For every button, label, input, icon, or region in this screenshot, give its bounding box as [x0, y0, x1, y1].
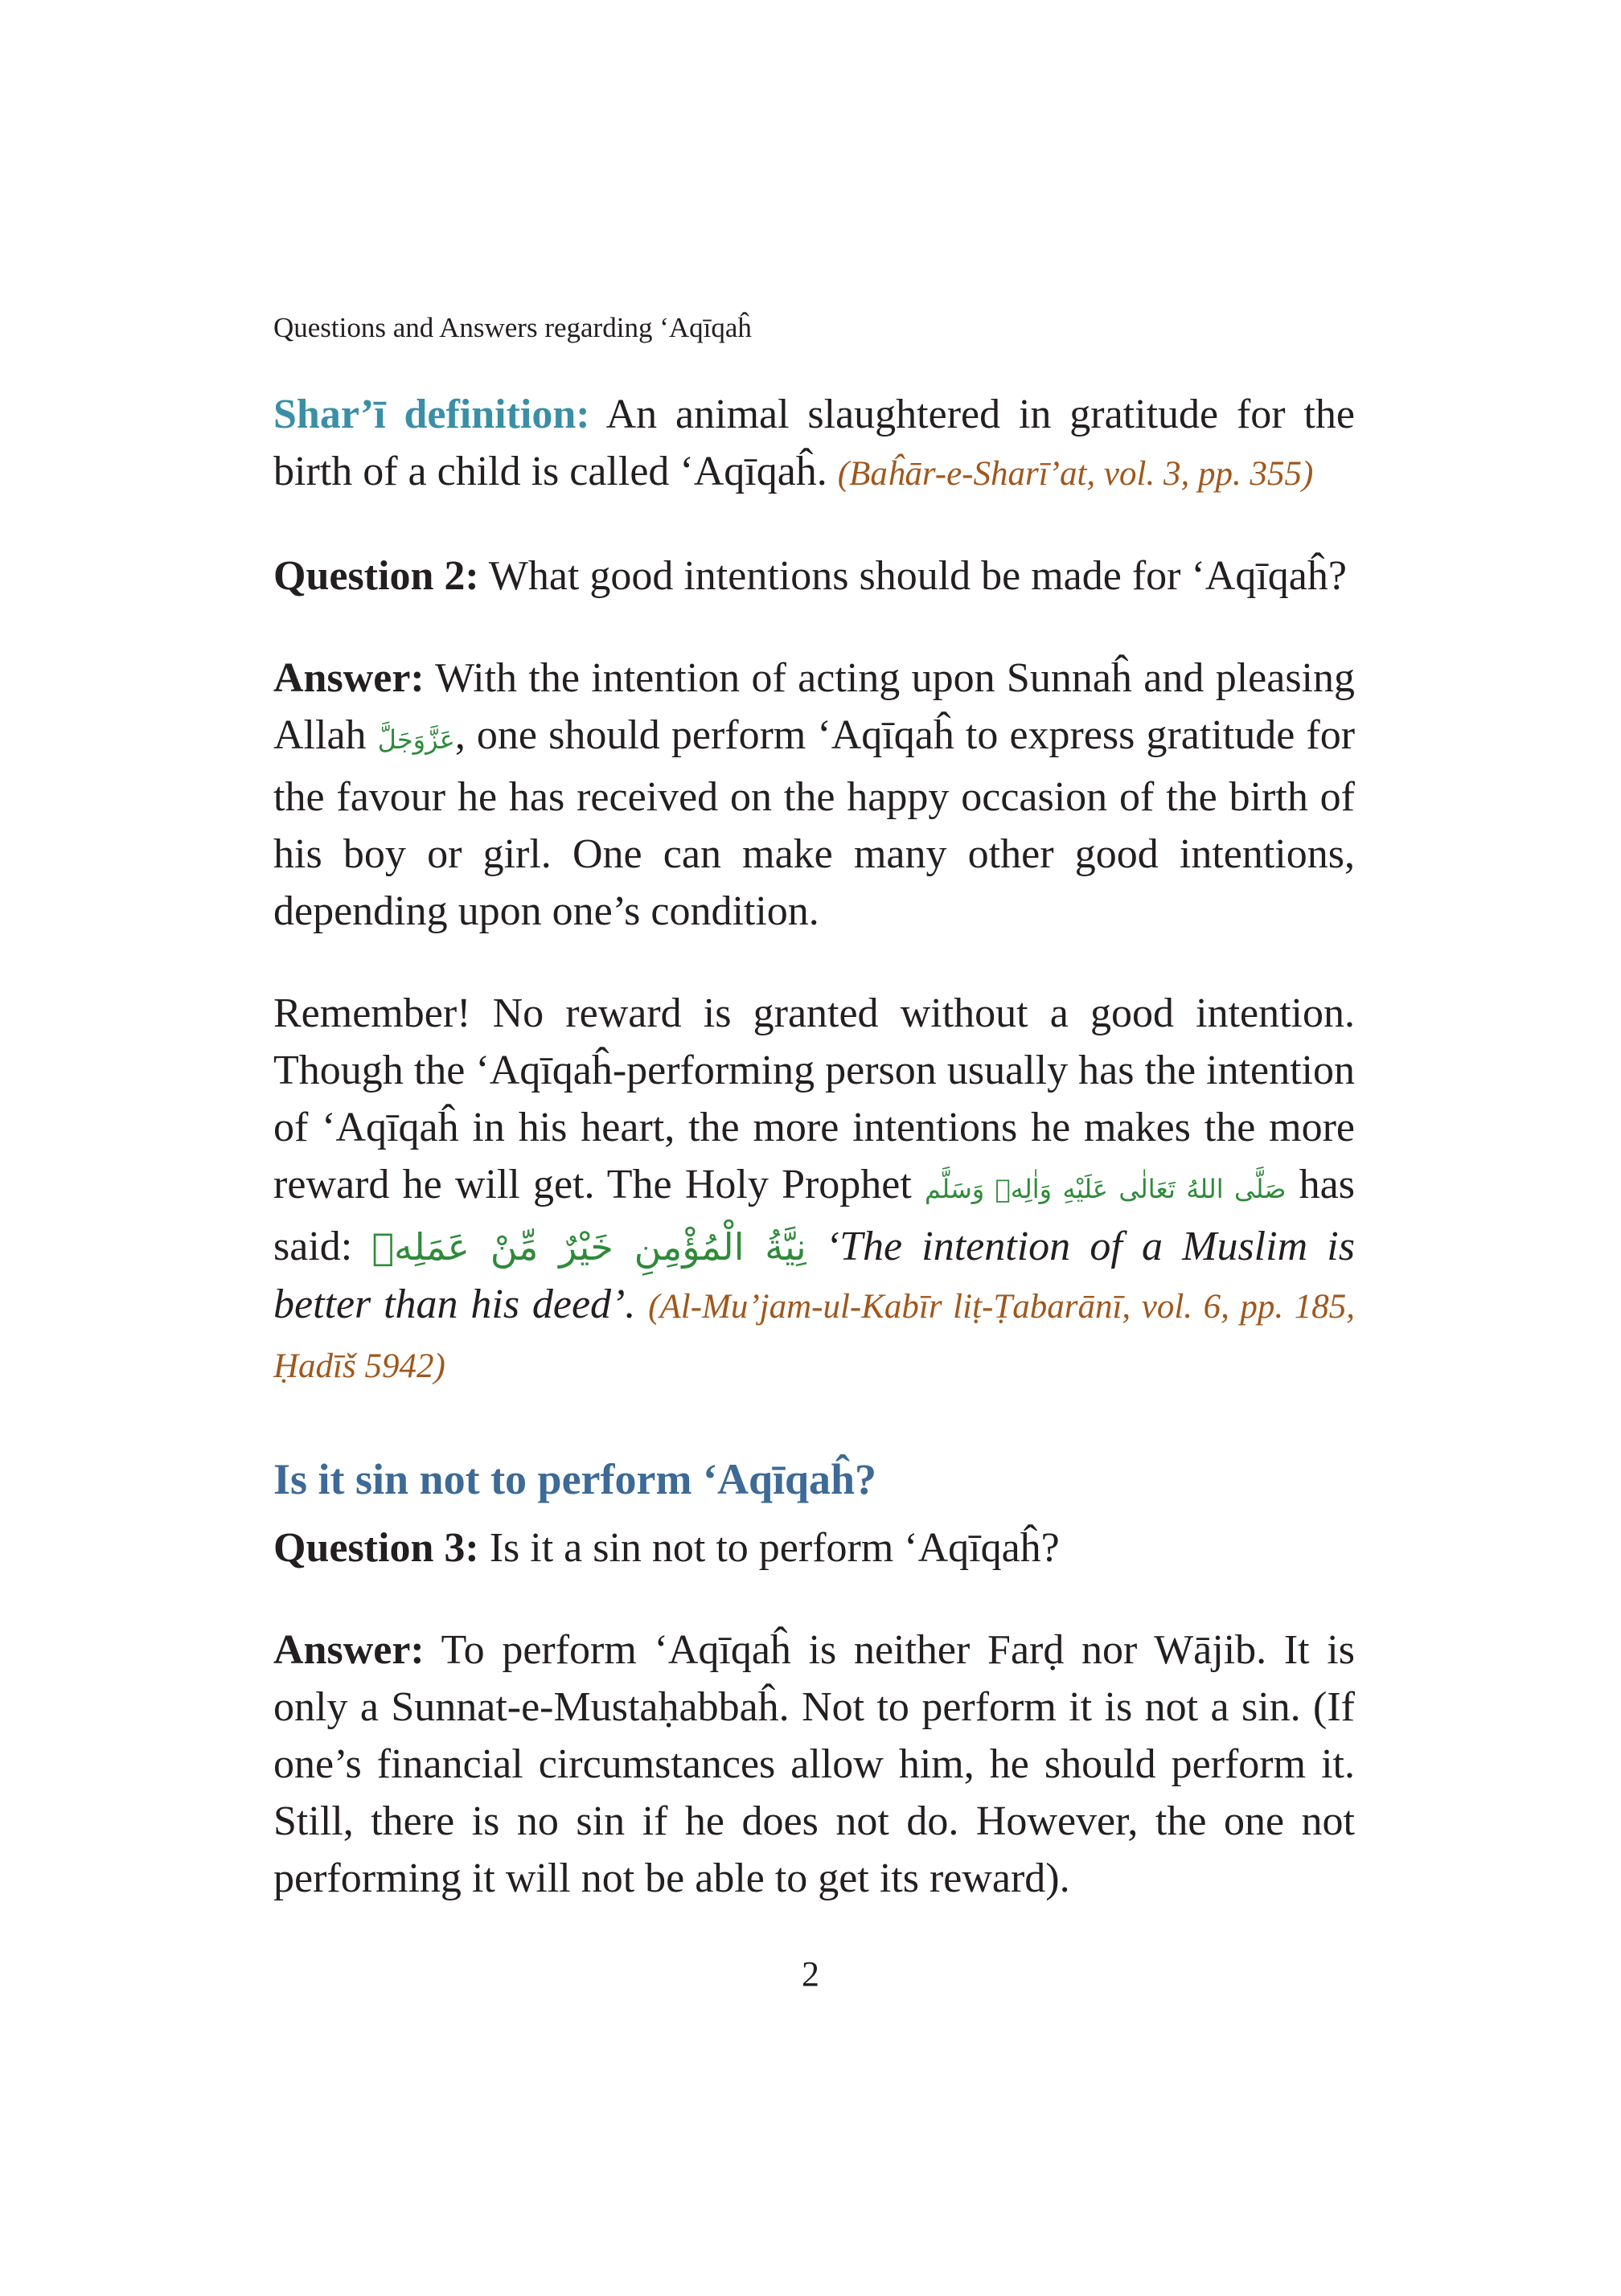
question-2-label: Question 2: — [273, 553, 479, 599]
running-header: Questions and Answers regarding ‘Aqīqaĥ — [273, 312, 752, 343]
definition-citation: (Baĥār-e-Sharī’at, vol. 3, pp. 355) — [837, 455, 1314, 493]
section-heading: Is it sin not to perform ‘Aqīqaĥ? — [273, 1455, 877, 1503]
remember-text-middle: has said: — [273, 1162, 1355, 1269]
answer-2-label: Answer: — [273, 655, 425, 701]
remember-paragraph — [273, 985, 1355, 1395]
definition-text: An animal slaughtered in gratitude for the birth of a child is called ‘Aqīqaĥ. — [273, 392, 1355, 494]
answer-2-text-after: , one should perform ‘Aqīqaĥ to express gratitude for the favour he has received on the happy occasion of the birth of his boy or girl. One can make many other good intentions, depending upon one’s condition. — [273, 712, 1356, 934]
hadith-citation: (Al-Mu’jam-ul-Kabīr liṭ-Ṭabarānī, vol. 6, pp. 185, Ḥadīš 5942) — [273, 1288, 1355, 1385]
answer-2-paragraph — [273, 650, 1355, 940]
answer-3-paragraph — [273, 1622, 1355, 1907]
definition-label: Shar’ī definition: — [273, 392, 590, 437]
page-number: 2 — [802, 1954, 819, 1994]
hadith-arabic: نِيَّةُ الْمُؤْمِنِ خَيْرٌ مِّنْ عَمَلِهٖ — [371, 1225, 806, 1269]
hadith-translation: ‘The intention of a Muslim is better than his deed’. — [273, 1224, 1355, 1327]
question-3-label: Question 3: — [273, 1525, 479, 1571]
question-3-paragraph — [273, 1519, 1355, 1576]
arabic-honorific-prophet: صَلَّى اللهُ تَعَالٰى عَلَيْهِ وَاٰلِهٖ وَسَلَّم — [925, 1174, 1287, 1204]
definition-paragraph — [273, 386, 1355, 502]
remember-text-before: Remember! No reward is granted without a good intention. Though the ‘Aqīqaĥ-performing person usually has the intention of ‘Aqīqaĥ in his heart, the more intentions he makes the more reward he will get. The Holy Prophet — [273, 990, 1355, 1207]
answer-3-text: To perform ‘Aqīqaĥ is neither Farḍ nor Wājib. It is only a Sunnat-e-Mustaḥabbaĥ. Not to perform it is not a sin. (If one’s financial circumstances allow him, he should perform it. Still, there is no sin if he does not do. However, the one not performing it will not be able to get its reward). — [273, 1627, 1355, 1901]
question-3-text: Is it a sin not to perform ‘Aqīqaĥ? — [478, 1525, 1060, 1571]
answer-3-label: Answer: — [273, 1627, 425, 1673]
question-2-paragraph — [273, 547, 1355, 605]
question-2-text: What good intentions should be made for ‘Aqīqaĥ? — [478, 553, 1347, 599]
arabic-honorific-allah: عَزَّوَجَلَّ — [377, 724, 455, 755]
page-body — [273, 386, 1355, 1952]
answer-2-text-before: With the intention of acting upon Sunnaĥ and pleasing Allah — [273, 655, 1355, 758]
